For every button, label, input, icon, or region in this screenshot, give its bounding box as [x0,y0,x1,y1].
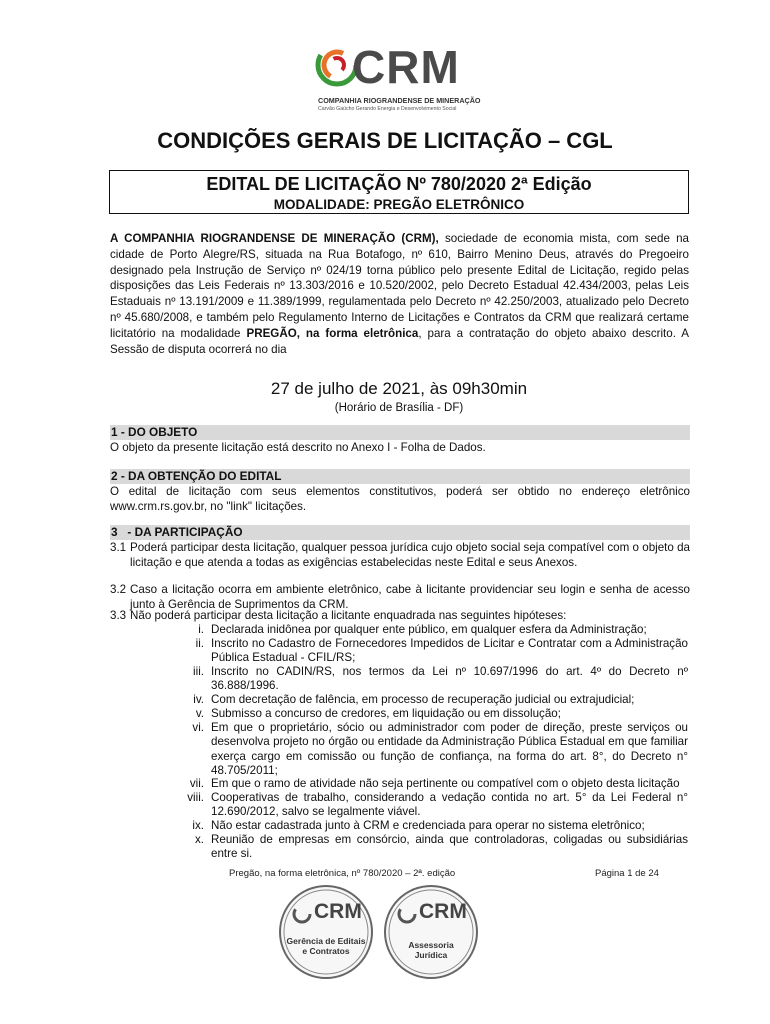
hypothesis-text: Declarada inidônea por qualquer ente público, em qualquer esfera da Administração; [211,623,647,636]
intro-paragraph [110,231,689,357]
item-text: Poderá participar desta licitação, qualquer pessoa jurídica cujo objeto social seja compatível com o objeto da licitação e que atenda a todas as exigências estabelecidas neste Edital e seus Anexos. [130,541,690,569]
hypothesis-text: Reunião de empresas em consórcio, ainda que controladoras, coligadas ou subsidiárias entre si. [211,833,688,861]
section-text-objeto: O objeto da presente licitação está descrito no Anexo I - Folha de Dados. [110,441,486,454]
hypothesis-text: Cooperativas de trabalho, considerando a vedação contida no art. 5° da Lei Federal n° 12.690/2012, salvo se legalmente viável. [211,791,688,819]
stamp-line-1: Gerência de Editais [286,936,366,946]
item-number: 3.1 [110,541,127,554]
hypothesis-number: iii. [193,665,204,678]
hypothesis-number: ix. [192,819,204,832]
item-text: Caso a licitação ocorra em ambiente eletrônico, cabe à licitante providenciar seu login e senha de acesso junto à Gerência de Suprimentos da CRM. [130,583,690,611]
item-text: Não poderá participar desta licitação a licitante enquadrada nas seguintes hipóteses: [130,609,567,622]
stamp-line-1: Assessoria [408,940,454,950]
section-text-edital: O edital de licitação com seus elementos constitutivos, poderá ser obtido no endereço eletrônico www.crm.rs.gov.br, no "link" licitações. [110,485,690,513]
section-heading-edital: 2 - DA OBTENÇÃO DO EDITAL [110,469,690,484]
hypothesis-number: iv. [193,693,204,706]
hypothesis-text: Em que o proprietário, sócio ou administrador com poder de direção, preste serviços ou desenvolva projeto no órgão ou entidade da Administração Pública Estadual em que familiar exerça cargo em comissão ou função de confiança, na forma do art. 8°, do Decreto n° 48.705/2011; [211,721,688,778]
item-number: 3.3 [110,609,127,622]
footer-edital-reference: Pregão, na forma eletrônica, nº 780/2020 – 2ª. edição [229,868,456,879]
hypothesis-number: vi. [192,721,204,734]
stamp-assessoria-juridica [383,884,479,980]
stamp-line-2: Jurídica [414,950,448,960]
stamp-gerencia-editais [278,884,374,980]
logo-tagline: Carvão Gaúcho Gerando Energia e Desenvolvimento Social [318,106,457,112]
hypothesis-number: ii. [195,637,204,650]
hypothesis-text: Não estar cadastrada junto à CRM e credenciada para operar no sistema eletrônico; [211,819,645,832]
hypothesis-number: i. [198,623,204,636]
hypothesis-number: v. [195,707,204,720]
intro-text-2: , para a contratação do objeto abaixo descrito. A Sessão de disputa ocorrerá no dia [110,326,689,356]
intro-company-bold: A COMPANHIA RIOGRANDENSE DE MINERAÇÃO (CRM), [110,232,439,245]
edital-title: EDITAL DE LICITAÇÃO Nº 780/2020 2ª Edição [206,174,592,194]
stamp-brand: CRM [419,900,467,923]
stamp-circle-icon [278,884,374,980]
hypothesis-number: viii. [187,791,204,804]
section-heading-objeto: 1 - DO OBJETO [110,425,690,440]
page-title: CONDIÇÕES GERAIS DE LICITAÇÃO – CGL [157,128,613,153]
intro-text-1: sociedade de economia mista, com sede na cidade de Porto Alegre/RS, situada na Rua Botafogo, nº 610, Bairro Menino Deus, através do Pregoeiro designado pela Instrução de Serviço nº 024/19 torna público pelo presente Edital de Licitação, regido pelas disposições das Leis Federais nº 13.303/2016 e 10.520/2002, pelo Decreto Estadual 42.434/2003, pelas Leis Estaduais nº 13.191/2009 e 11.389/1999, regulamentada pelo Decreto nº 42.250/2003, atualizado pelo Decreto nº 45.680/2008, e também pelo Regulamento Interno de Licitações e Contratos da CRM que realizará certame licitatório na modalidade [110,232,689,340]
stamp-brand: CRM [314,900,362,923]
hypothesis-text: Com decretação de falência, em processo de recuperação judicial ou extrajudicial; [211,693,635,706]
hypothesis-text: Em que o ramo de atividade não seja pertinente ou compatível com o objeto desta licitação [211,777,680,790]
edital-modalidade: MODALIDADE: PREGÃO ELETRÔNICO [273,197,525,212]
section-heading-participacao: 3 - DA PARTICIPAÇÃO [110,525,690,540]
stamp-line-2: e Contratos [302,946,350,956]
item-number: 3.2 [110,583,127,596]
hypothesis-number: x. [194,833,204,846]
edital-header-box [109,170,689,214]
session-date: 27 de julho de 2021, às 09h30min [270,379,528,398]
hypothesis-text: Inscrito no Cadastro de Fornecedores Impedidos de Licitar e Contratar com a Administração Pública Estadual - CFIL/RS; [211,637,688,665]
stamp-circle-icon [383,884,479,980]
logo-company-name: COMPANHIA RIOGRANDENSE DE MINERAÇÃO [318,96,481,105]
session-timezone: (Horário de Brasília - DF) [334,402,464,414]
hypothesis-text: Inscrito no CADIN/RS, nos termos da Lei nº 10.697/1996 do art. 4º do Decreto nº 36.888/1996. [211,665,688,693]
hypothesis-text: Submisso a concurso de credores, em liquidação ou em dissolução; [211,707,561,720]
hypothesis-number: vii. [189,777,204,790]
logo-brand-text: CRM [352,41,460,93]
footer-page-number: Página 1 de 24 [595,868,659,879]
intro-modalidade-bold: PREGÃO, na forma eletrônica [246,326,419,340]
